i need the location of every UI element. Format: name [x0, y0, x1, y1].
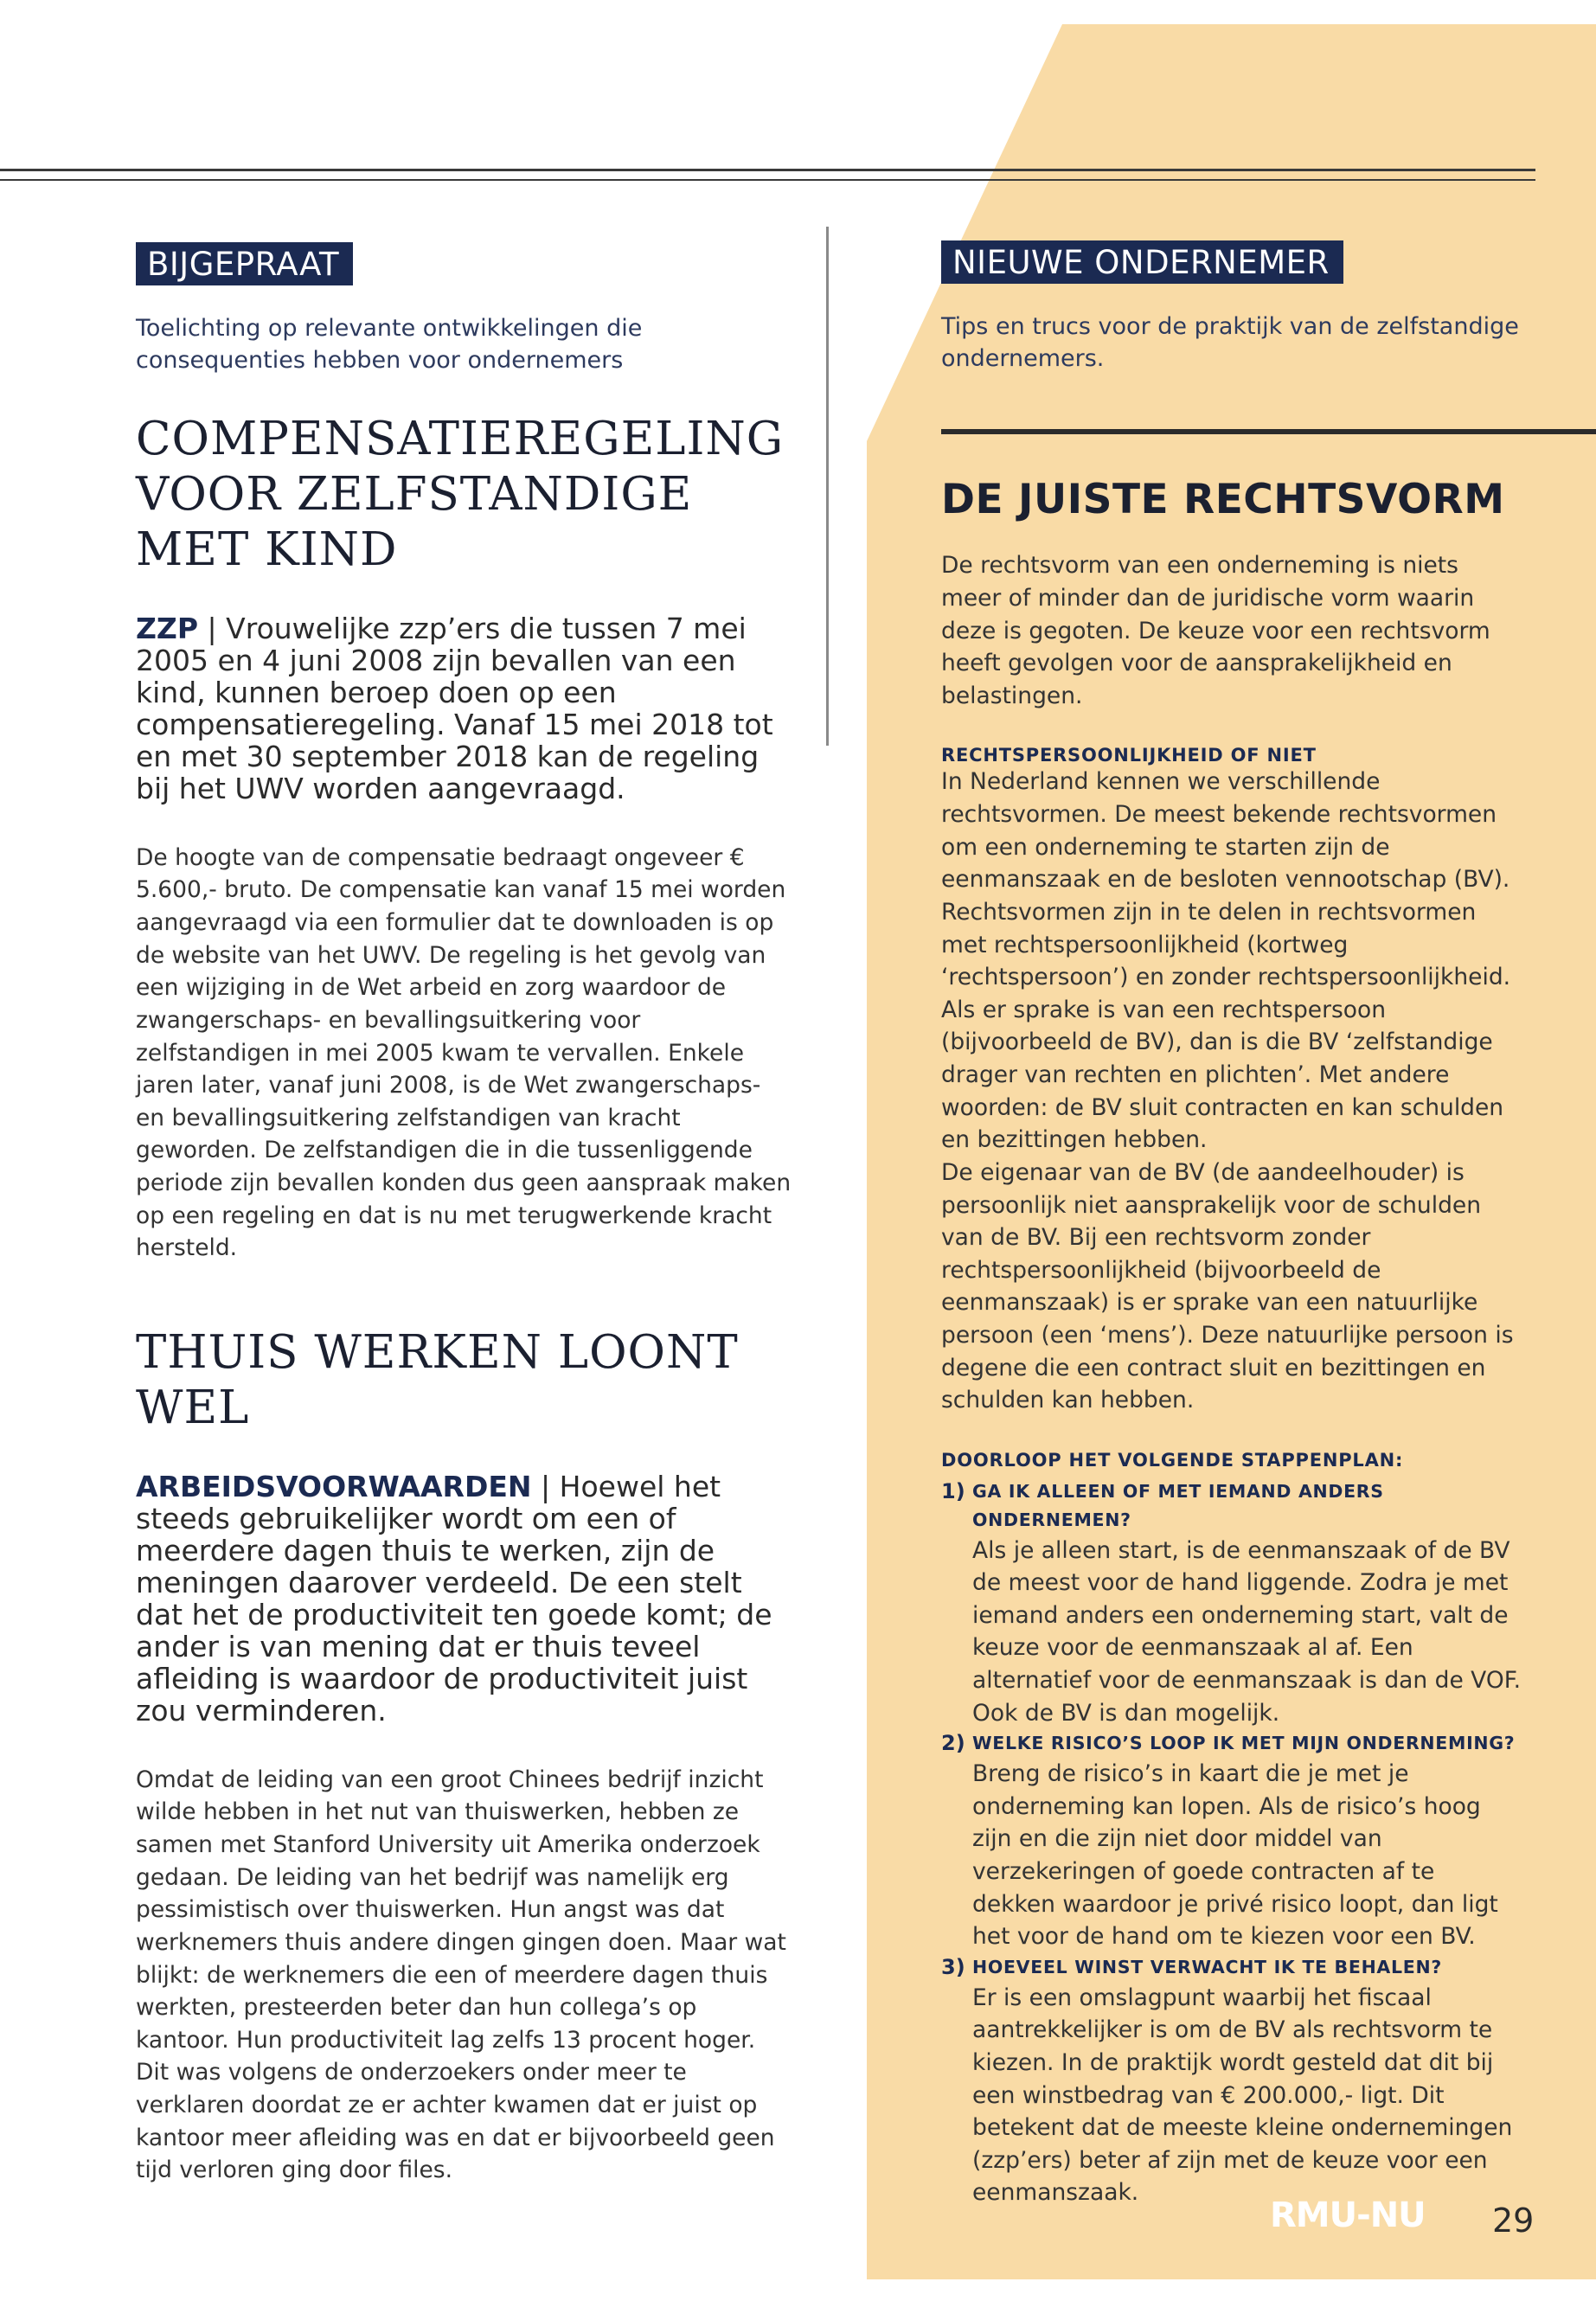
lead-keyword: ARBEIDSVOORWAARDEN [136, 1470, 532, 1504]
section-label-bijgepraat: BIJGEPRAAT [136, 242, 353, 285]
step-question: HOEVEEL WINST VERWACHT IK TE BEHALEN? [972, 1956, 1442, 1977]
article-top-rule [941, 429, 1596, 434]
header-rules [0, 169, 1535, 181]
left-column [136, 242, 793, 2187]
step-text: Als je alleen start, is de eenmanszaak of de BV de meest voor de hand liggende. Zodra je met iemand anders een onderneming start, valt de keuze voor de eenmanszaak al af. Een alternatief voor de eenmanszaak is dan de VOF. Ook de BV is dan mogelijk. [972, 1536, 1522, 1727]
lead-separator: | [198, 612, 227, 646]
step-number: 1) [941, 1478, 965, 1503]
article-paragraph: In Nederland kennen we verschillende rechtsvormen. De meest bekende rechtsvormen om een onderneming te starten zijn de eenmanszaak en de besloten vennootschap (BV). Rechtsvormen zijn in te delen in rechtsvormen met rechtspersoonlijkheid (kortweg ‘rechtspersoon’) en zonder rechtspersoonlijkheid. Als er sprake is van een rechtspersoon (bijvoorbeeld de BV), dan is die BV ‘zelfstandige drager van rechten en plichten’. Met andere woorden: de BV sluit contracten en kan schulden en bezittingen hebben. [941, 768, 1511, 1154]
step-text: Breng de risico’s in kaart die je met je onderneming kan lopen. Als de risico’s hoog zijn en die zijn niet door middel van verzekeringen of goede contracten af te dekken waardoor je privé risico loopt, dan ligt het voor de hand om te kiezen voor een BV. [972, 1760, 1498, 1951]
subheading-rechtspersoonlijkheid: RECHTSPERSOONLIJKHEID OF NIET [941, 745, 1317, 766]
article-paragraph: De eigenaar van de BV (de aandeelhouder) is persoonlijk niet aansprakelijk voor de schulden van de BV. Bij een rechtsvorm zonder rechtspersoonlijkheid (bijvoorbeeld de eenmanszaak) is er sprake van een natuurlijke persoon (een ‘mens’). Deze natuurlijke persoon is degene die een contract sluit en bezittingen en schulden kan hebben. [941, 1158, 1514, 1414]
section-label-nieuwe-ondernemer: NIEUWE ONDERNEMER [941, 240, 1343, 284]
steps-list [941, 1477, 1522, 2209]
article-body: Omdat de leiding van een groot Chinees bedrijf inzicht wilde hebben in het nut van thuiswerken, hebben ze samen met Stanford University uit Amerika onderzoek gedaan. De leiding van het bedrijf was namelijk erg pessimistisch over thuiswerken. Hun angst was dat werknemers thuis andere dingen gingen doen. Maar wat blijkt: de werknemers die een of meerdere dagen thuis werkten, presteerden beter dan hun collega’s op kantoor. Hun productiviteit lag zelfs 13 procent hoger. Dit was volgens de onderzoekers onder meer te verklaren doordat ze er achter kwamen dat er juist op kantoor meer afleiding was en dat er bijvoorbeeld geen tijd verloren ging door files. [136, 1766, 786, 2184]
step-item [941, 1953, 1522, 2209]
rmu-nu-logo: RMU-NU [1270, 2195, 1426, 2235]
article-title-thuis-werken: THUIS WERKEN LOONT WEL [136, 1325, 739, 1434]
step-question: WELKE RISICO’S LOOP IK MET MIJN ONDERNEMING? [972, 1733, 1516, 1754]
article-lead [136, 613, 793, 805]
lead-separator: | [531, 1470, 560, 1504]
step-question: GA IK ALLEEN OF MET IEMAND ANDERS ONDERNEMEN? [972, 1480, 1384, 1530]
article-body: De hoogte van de compensatie bedraagt ongeveer € 5.600,- bruto. De compensatie kan vanaf 15 mei worden aangevraagd via een formulier dat te downloaden is op de website van het UWV. De regeling is het gevolg van een wijziging in de Wet arbeid en zorg waardoor de zwangerschaps- en bevallingsuitkering voor zelfstandigen in mei 2005 kwam te vervallen. Enkele jaren later, vanaf juni 2008, is de Wet zwangerschaps- en bevallingsuitkering zelfstandigen van kracht geworden. De zelfstandigen die in die tussenliggende periode zijn bevallen konden dus geen aanspraak maken op een regeling en dat is nu met terugwerkende kracht hersteld. [136, 843, 792, 1262]
step-number: 3) [941, 1954, 965, 1979]
section-intro: Toelichting op relevante ontwikkelingen die consequenties hebben voor ondernemers [136, 315, 643, 375]
step-text: Er is een omslagpunt waarbij het fiscaal aantrekkelijker is om de BV als rechtsvorm te kiezen. In de praktijk wordt gesteld dat dit bij een winstbedrag van € 200.000,- ligt. Dit betekent dat de meeste kleine ondernemingen (zzp’ers) beter af zijn met de keuze voor een eenmanszaak. [972, 1984, 1513, 2207]
page-number: 29 [1492, 2202, 1535, 2240]
article-title-rechtsvorm: DE JUISTE RECHTSVORM [941, 476, 1505, 524]
section-intro: Tips en trucs voor de praktijk van de zelfstandige ondernemers. [941, 313, 1519, 373]
right-column [941, 240, 1522, 2209]
lead-keyword: ZZP [136, 612, 199, 646]
article-intro: De rechtsvorm van een onderneming is niets meer of minder dan de juridische vorm waarin deze is gegoten. De keuze voor een rechtsvorm heeft gevolgen voor de aansprakelijkheid en belastingen. [941, 552, 1490, 709]
lead-text: Vrouwelijke zzp’ers die tussen 7 mei 2005 en 4 juni 2008 zijn bevallen van een kind, kunnen beroep doen op een compensatieregeling. Vanaf 15 mei 2018 tot en met 30 september 2018 kan de regeling bij het UWV worden aangevraagd. [136, 612, 773, 805]
lead-text: Hoewel het steeds gebruikelijker wordt om een of meerdere dagen thuis te werken, zijn de meningen daarover verdeeld. De een stelt dat het de productiviteit ten goede komt; de ander is van mening dat er thuis teveel afleiding is waardoor de productiviteit juist zou verminderen. [136, 1470, 772, 1727]
step-item [941, 1729, 1522, 1953]
column-divider [826, 227, 829, 746]
step-item [941, 1477, 1522, 1729]
subheading-stappenplan: DOORLOOP HET VOLGENDE STAPPENPLAN: [941, 1449, 1404, 1471]
step-number: 2) [941, 1731, 965, 1756]
article-lead [136, 1471, 793, 1727]
article-title-compensatieregeling: COMPENSATIEREGELING VOOR ZELFSTANDIGE MET KIND [136, 413, 785, 576]
